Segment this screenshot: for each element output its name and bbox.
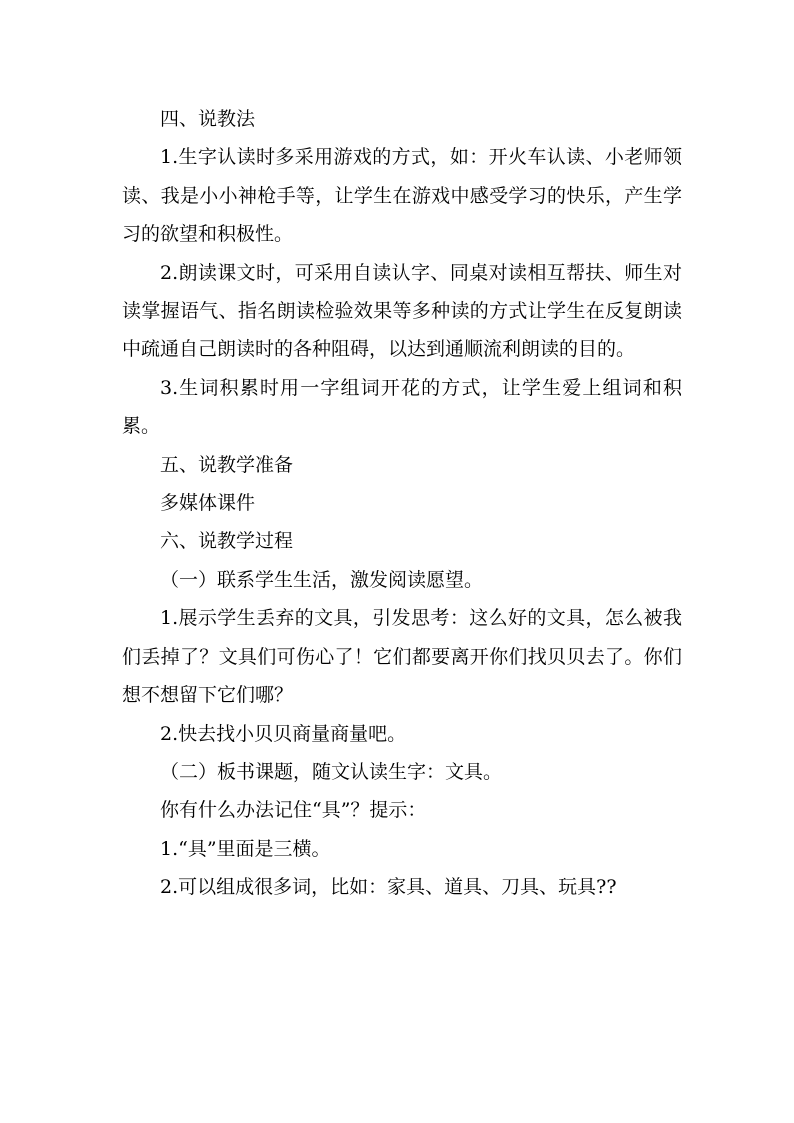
paragraph-step-1-2: 2.快去找小贝贝商量商量吧。 [160,722,407,745]
paragraph-preparation: 多媒体课件 [160,492,256,515]
paragraph-step-2: （二）板书课题，随文认读生字：文具。 [160,760,503,783]
document-body [122,100,682,907]
paragraph-step-1: （一）联系学生生活，激发阅读愿望。 [160,568,484,591]
paragraph-step-2-2: 2.可以组成很多词，比如：家具、道具、刀具、玩具?? [160,876,617,899]
section-heading-teaching-method: 四、说教法 [160,108,256,130]
section-heading-preparation: 五、说教学准备 [160,453,294,476]
paragraph-method-2: 2.朗读课文时，可采用自读认字、同桌对读相互帮扶、师生对读掌握语气、指名朗读检验效果等多种读的方式让学生在反复朗读中疏通自己朗读时的各种阻碍，以达到通顺流利朗读的目的。 [122,261,682,361]
paragraph-step-1-1: 1.展示学生丢弃的文具，引发思考：这么好的文具，怎么被我们丢掉了？文具们可伤心了！它们都要离开你们找贝贝去了。你们想不想留下它们哪？ [122,607,682,707]
paragraph-step-2-question: 你有什么办法记住“具”？提示： [160,799,427,822]
paragraph-step-2-1: 1.“具”里面是三横。 [160,837,331,860]
paragraph-method-3: 3.生词积累时用一字组词开花的方式，让学生爱上组词和积累。 [122,376,682,438]
section-heading-process: 六、说教学过程 [160,530,294,553]
paragraph-method-1: 1.生字认读时多采用游戏的方式，如：开火车认读、小老师领读、我是小小神枪手等，让学生在游戏中感受学习的快乐，产生学习的欲望和积极性。 [122,146,682,246]
